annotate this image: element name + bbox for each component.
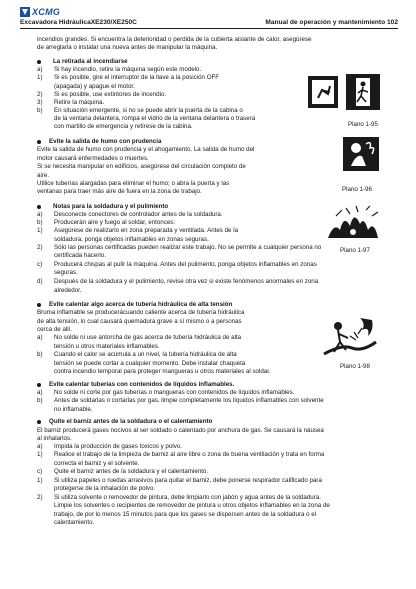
list-item: con martillo de emergencia y retírese de la cabina. [54,123,193,130]
list-item: No solde ni corte por gas tuberías o mangueras con contenidos de líquidos inflamables. [54,389,295,396]
list-marker: a) [37,334,43,341]
list-item: (apagada) y apague el motor. [54,83,135,90]
list-item: Después de la soldadura y el pulimiento, revise otra vez si existe fenómenos anormales en zona [54,278,319,285]
list-marker: 1) [37,477,43,484]
list-item: tensión se puede cortar a cualquier momento. Debe instalar chaqueta [54,360,246,367]
list-item: calentamiento. [54,519,95,526]
list-item: soldadura, ponga objetos inflamables en zonas seguras. [54,236,209,243]
list-marker: b) [37,107,43,114]
paragraph-line: El barniz producerá gases nocivos al ser soldado o calentado por anchura de gas. Se causará la náusea [37,427,324,434]
section-title: La retirada al incendiarse [53,58,128,65]
list-item: Realice el trabajo de la limpieza de barniz al aire libre o zona de buena ventilación y trata en forma [54,451,325,458]
list-marker: 3) [37,99,43,106]
logo-text: XCMG [32,7,61,17]
list-marker: b) [37,397,43,404]
list-item: seguras. [54,269,78,276]
xcmg-logo-icon [20,7,30,17]
list-item: correcta el barniz y el solvente. [54,460,140,467]
figure-caption: Plano 1-98 [340,363,370,370]
list-marker: 1) [37,227,43,234]
list-marker: 2) [37,494,43,501]
paragraph-line: Si se necesita manipular en edificios, asegúrese del circulación completo de [37,163,246,170]
figure-caption: Plano 1-95 [348,121,378,128]
intro-line: de arreglarla o instalar una nueva antes de manipular la máquina. [37,44,218,51]
intro-line: incendios grandes. Si encuentra la deterioridad o perdida de la cubierta aislante de calor, asegúrese [37,36,312,43]
bullet [37,420,41,424]
list-marker: b) [37,351,43,358]
brand-logo [20,6,60,18]
paragraph-line: ventanas para traer más aire de fuera en la zona de trabajo. [37,188,202,195]
list-marker: 2) [37,91,43,98]
list-item: Si utiliza papeles o ruedas arrasivos para quitar el barniz, debe ponerse respirador calificado para [54,477,322,484]
hydraulic-line-heating-figure [322,314,378,358]
list-item: contra incendio temporal para proteger mangueras u otros materiales al soldar. [54,368,271,375]
list-marker: a) [37,389,43,396]
list-item: Si utiliza solvente o removedor de pintura, debe limpiarlo con jabón y agua antes de la soldadura. [54,494,321,501]
header-divider [20,28,398,29]
figure-caption: Plano 1-96 [342,186,372,193]
bullet [37,140,41,144]
list-marker: d) [37,278,43,285]
header-title: Excavadora HidráulicaXE230/XE250C [20,19,137,26]
list-item: Retire la máquina. [54,99,105,106]
bullet [37,383,41,387]
list-marker: 1) [37,74,43,81]
list-item: Si es posible, use extintores de incendio. [54,91,167,98]
list-item: En situación emergente, si no se puede abrir la puerta de la cabina o [54,107,243,114]
list-item: no inflamable. [54,406,93,413]
list-marker: 1) [37,451,43,458]
list-marker: b) [37,219,43,226]
header-page-info: Manual de operación y mantenimiento 102 [265,19,398,26]
emergency-exit-figure [308,72,380,114]
paragraph-line: Utilice tuberías alargadas para eliminar el humo; o abra la puerta y las [37,180,230,187]
list-item: protegerse de la inhalación de polvo. [54,485,156,492]
paragraph-line: de alta tensión, lo cual causará quemadura grave a sí mismo o a personas [37,318,242,325]
list-item: tensión u otros materiales inflamables. [54,343,160,350]
list-item: alrededor. [54,287,82,294]
paragraph-line: motor causará enfermedades o muertes. [37,155,149,162]
list-item: Producerá chispas al pulir la máquina. Antes del pulimento, ponga objetos inflamables en zonas [54,261,317,268]
list-item: Producerán aire y fuego al soldar, entonces: [54,219,176,226]
list-item: de la ventana delantera, rompa el vidrio de la ventana delantera o trasera [54,115,256,122]
list-item: trabajo, de por lo menos 15 minutos para que los gases se dispersen antes de la soldadura o el [54,511,317,518]
list-item: Limpie los solventes o recipientes de removedor de pintura u otros objetos inflamables en la zona de [54,502,330,509]
bullet [37,205,41,209]
paragraph-line: Bruma inflamable se producerácuando caliente acerca de tubería hidráulica [37,309,245,316]
list-item: Impida la producción de gases toxicos y polvo. [54,443,182,450]
list-marker: c) [37,468,43,475]
list-item: Sólo las personas certificadas pueden realizar este trabajo. No se permite a cualquier persona no [54,244,322,251]
list-item: Si hay incendio, retire la máquina según este modelo. [54,66,202,73]
section-title: Quite el barniz antes de la soldadura o el calentamiento [49,418,213,425]
list-marker: a) [37,66,43,73]
welding-sparks-figure [326,204,380,240]
paragraph-line: aire. [37,172,50,179]
bullet [37,303,41,307]
section-title: Evite calentar tuberías con contenidos de líquidos inflamables. [49,381,235,388]
list-item: No solde ni use antorcha de gas acerca de tubería hidráulica de alta [54,334,242,341]
bullet [37,60,41,64]
list-item: Desconecte conectores de controlador antes de la soldadura. [54,211,223,218]
figure-caption: Plano 1-97 [340,247,370,254]
list-marker: a) [37,443,43,450]
list-item: Asegúrese de realizarlo en zona preparada y ventilada. Antes de la [54,227,239,234]
list-marker: 2) [37,244,43,251]
list-item: Antes de soldarlas o cortarlas por gas, limpie completamente los líquidos inflamables con solvente [54,397,324,404]
list-item: Cuando el calor se acumula a un nivel, la tubería hidráulica de alta [54,351,237,358]
paragraph-line: Evite la salida de humo con prudencia y el ahogamiento. La salida de humo del [37,146,255,153]
list-item: Quite el barniz antes de la soldadura y el calentamiento. [54,468,209,475]
list-item: certificada hacerlo. [54,252,106,259]
list-item: Si es posible, gire el interruptor de la llave a la posición OFF [54,74,220,81]
section-title: Evite calentar algo acerca de tubería hidráulica de alta tensión [49,301,233,308]
section-title: Notas para la soldadura y el pulimiento [53,203,169,210]
list-marker: c) [37,261,43,268]
section-title: Evite la salida de humo con prudencia [49,138,162,145]
exhaust-smoke-figure [342,136,380,172]
paragraph-line: al inhalarlos. [37,435,72,442]
paragraph-line: cerca de allí. [37,326,73,333]
list-marker: a) [37,211,43,218]
